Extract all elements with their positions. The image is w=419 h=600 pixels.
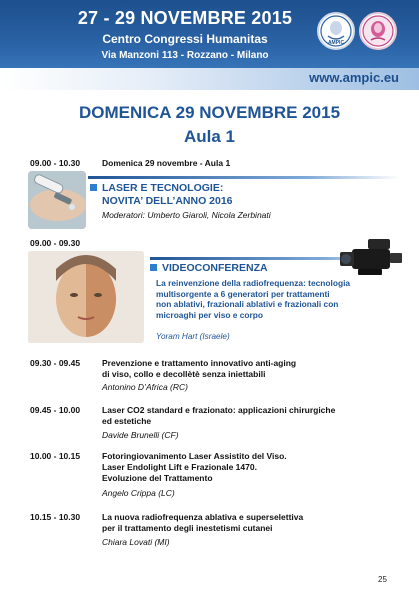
- session-moderators: Moderatori: Umberto Giaroli, Nicola Zerbinati: [102, 210, 271, 220]
- talk-title: [102, 358, 402, 380]
- video-camera-icon: [338, 235, 406, 281]
- section-title-line2: NOVITA’ DELL’ANNO 2016: [102, 195, 233, 207]
- talk-title-line: Fotoringiovanimento Laser Assistito del Viso.: [102, 451, 287, 461]
- section-bullet-icon: [90, 184, 97, 191]
- talk-time: 10.15 - 10.30: [30, 512, 81, 522]
- talk-title-line: di viso, collo e decollètè senza iniettabili: [102, 369, 266, 379]
- video-bullet-icon: [150, 264, 157, 271]
- video-desc-line: microaghi per viso e corpo: [156, 309, 264, 320]
- page-number: 25: [378, 575, 387, 584]
- talk-title: [102, 512, 402, 534]
- face-comparison-photo: [28, 251, 144, 343]
- talk-speaker: Angelo Crippa (LC): [102, 488, 175, 498]
- video-title: VIDEOCONFERENZA: [162, 262, 268, 274]
- video-desc-line: La reinvenzione della radiofrequenza: tecnologia: [156, 278, 351, 288]
- talk-speaker: Antonino D’Africa (RC): [102, 382, 188, 392]
- talk-time: 09.30 - 09.45: [30, 358, 81, 368]
- society-logo: [359, 12, 397, 50]
- website-url[interactable]: www.ampic.eu: [309, 70, 399, 85]
- video-desc-line: multisorgente a 6 generatori per trattamenti: [156, 288, 330, 299]
- talk-speaker: Chiara Lovati (MI): [102, 537, 170, 547]
- website-bar: [0, 68, 419, 90]
- talk-time: 10.00 - 10.15: [30, 451, 81, 461]
- talk-title: [102, 451, 402, 484]
- video-speaker: Yoram Hart (Israele): [156, 332, 230, 341]
- video-description: [156, 278, 378, 320]
- session-time: 09.00 - 10.30: [30, 158, 81, 168]
- talk-title-line: Laser Endolight Lift e Frazionale 1470.: [102, 462, 257, 472]
- talk-title-line: Laser CO2 standard e frazionato: applicazioni chirurgiche: [102, 405, 336, 415]
- day-title: DOMENICA 29 NOVEMBRE 2015: [78, 103, 341, 122]
- talk-title-line: ed estetiche: [102, 416, 152, 426]
- session-heading: Domenica 29 novembre - Aula 1: [102, 158, 231, 168]
- event-address: Via Manzoni 113 - Rozzano - Milano: [101, 50, 269, 61]
- video-time: 09.00 - 09.30: [30, 238, 81, 248]
- talk-title-line: Evoluzione del Trattamento: [102, 473, 213, 483]
- talk-time: 09.45 - 10.00: [30, 405, 81, 415]
- section-divider: [88, 176, 400, 179]
- video-desc-line: non ablativi, frazionali ablativi e frazionali con: [156, 299, 339, 309]
- event-venue: Centro Congressi Humanitas: [102, 32, 268, 46]
- laser-treatment-photo: [28, 171, 86, 229]
- talk-title: [102, 405, 402, 427]
- talk-title-line: La nuova radiofrequenza ablativa e superselettiva: [102, 512, 304, 522]
- section-title-line1: LASER E TECNOLOGIE:: [102, 182, 224, 194]
- talk-title-line: per il trattamento degli inestetismi cutanei: [102, 523, 273, 533]
- talk-speaker: Davide Brunelli (CF): [102, 430, 179, 440]
- event-dates: 27 - 29 NOVEMBRE 2015: [77, 8, 293, 28]
- room-title: Aula 1: [183, 127, 236, 146]
- talk-title-line: Prevenzione e trattamento innovativo anti-aging: [102, 358, 297, 368]
- ampic-logo: [317, 12, 355, 50]
- svg-text:AMPIC: AMPIC: [327, 40, 345, 46]
